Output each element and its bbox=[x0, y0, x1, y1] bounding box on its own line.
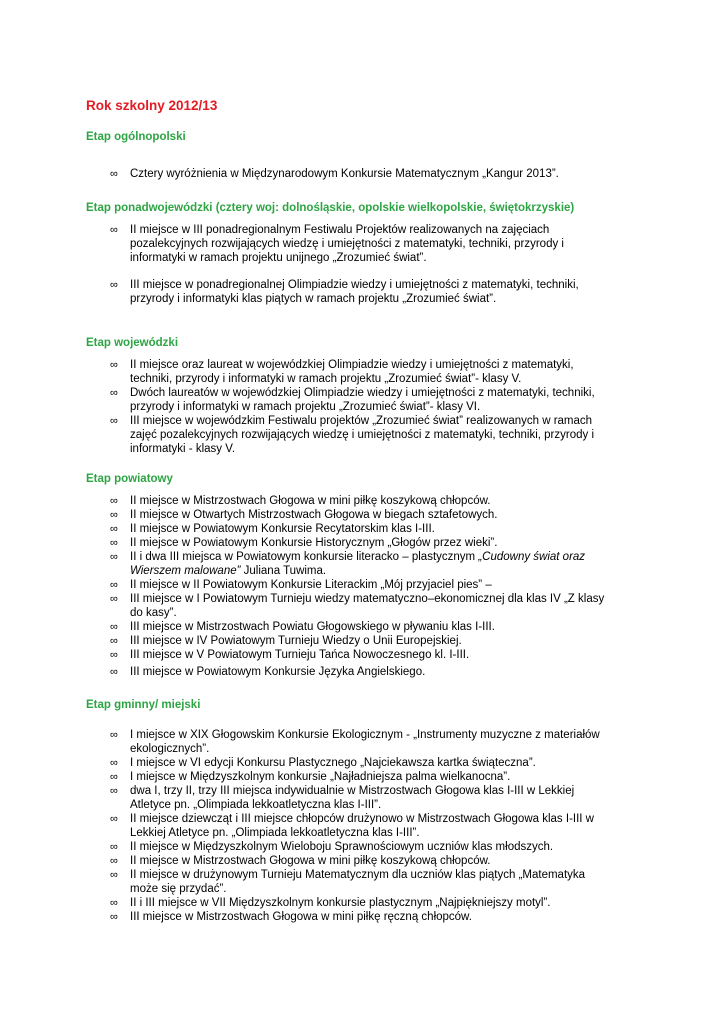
section-heading-gminny: Etap gminny/ miejski bbox=[86, 699, 201, 711]
bullet-icon: ∞ bbox=[110, 649, 118, 661]
bullet-icon: ∞ bbox=[110, 509, 118, 521]
bullet-icon: ∞ bbox=[110, 621, 118, 633]
list-item: ∞ II miejsce oraz laureat w wojewódzkiej Olimpiadzie wiedzy i umiejętności z matematyki, techniki, przyrody i informatyki w ramach projektu „Zrozumieć świat”- klasy V. bbox=[110, 359, 574, 385]
list-item: ∞ II miejsce w Powiatowym Konkursie Historycznym „Głogów przez wieki”. bbox=[110, 537, 498, 549]
list-item: ∞ I miejsce w XIX Głogowskim Konkursie Ekologicznym - „Instrumenty muzyczne z materiałów ekologicznych”. bbox=[110, 729, 600, 755]
bullet-icon: ∞ bbox=[110, 813, 118, 825]
list-wojewodzki bbox=[0, 358, 610, 456]
bullet-icon: ∞ bbox=[110, 785, 118, 797]
bullet-icon: ∞ bbox=[110, 495, 118, 507]
section-heading-powiatowy: Etap powiatowy bbox=[86, 473, 173, 485]
bullet-icon: ∞ bbox=[110, 911, 118, 923]
section-heading-ogolnopolski: Etap ogólnopolski bbox=[86, 131, 186, 143]
list-item: ∞ III miejsce w Mistrzostwach Powiatu Głogowskiego w pływaniu klas I-III. bbox=[110, 621, 495, 633]
bullet-icon: ∞ bbox=[110, 841, 118, 853]
list-item: ∞ II miejsce w III ponadregionalnym Festiwalu Projektów realizowanych na zajęciach pozalekcyjnych rozwijających wiedzę i umiejętności z matematyki, techniki, przyrody i informatyki w ramach projektu unijnego „Zrozumieć świat”. bbox=[110, 224, 564, 264]
bullet-icon: ∞ bbox=[110, 387, 118, 399]
bullet-icon: ∞ bbox=[110, 855, 118, 867]
bullet-icon: ∞ bbox=[110, 579, 118, 591]
list-item: ∞ Dwóch laureatów w wojewódzkiej Olimpiadzie wiedzy i umiejętności z matematyki, techniki, przyrody i informatyki w ramach projektu „Zrozumieć świat”- klasy VI. bbox=[110, 387, 595, 413]
list-item: ∞ II miejsce dziewcząt i III miejsce chłopców drużynowo w Mistrzostwach Głogowa klas I-III w Lekkiej Atletyce pn. „Olimpiada lekkoatletyczna klas I-III”. bbox=[110, 813, 594, 839]
list-item: ∞ II miejsce w Powiatowym Konkursie Recytatorskim klas I-III. bbox=[110, 523, 435, 535]
list-item: ∞ III miejsce w Powiatowym Konkursie Języka Angielskiego. bbox=[110, 666, 426, 678]
list-item: ∞ III miejsce w V Powiatowym Turnieju Tańca Nowoczesnego kl. I-III. bbox=[110, 649, 470, 661]
list-item: ∞ I miejsce w VI edycji Konkursu Plastycznego „Najciekawsza kartka świąteczna”. bbox=[110, 757, 536, 769]
bullet-icon: ∞ bbox=[110, 897, 118, 909]
list-item: ∞ III miejsce w wojewódzkim Festiwalu projektów „Zrozumieć świat” realizowanych w ramach zajęć pozalekcyjnych rozwijających wiedzę i umiejętności z matematyki, techniki, przyrody i informatyki - klasy V. bbox=[110, 415, 595, 455]
list-item: ∞ II miejsce w Mistrzostwach Głogowa w mini piłkę koszykową chłopców. bbox=[110, 855, 491, 867]
bullet-icon: ∞ bbox=[110, 537, 118, 549]
bullet-icon: ∞ bbox=[110, 729, 118, 741]
section-heading-ponadwojewodzki: Etap ponadwojewódzki (cztery woj: dolnośląskie, opolskie wielkopolskie, świętokrzyskie) bbox=[86, 202, 575, 214]
list-item: ∞ II i III miejsce w VII Międzyszkolnym konkursie plastycznym „Najpiękniejszy motyl”. bbox=[110, 897, 551, 909]
bullet-icon: ∞ bbox=[110, 869, 118, 881]
list-gminny bbox=[0, 728, 610, 924]
list-item: ∞ II i dwa III miejsca w Powiatowym konkursie literacko – plastycznym „Cudowny świat oraz Wierszem malowane” Juliana Tuwima. bbox=[110, 551, 586, 577]
list-item: ∞ II miejsce w drużynowym Turnieju Matematycznym dla uczniów klas piątych „Matematyka może się przydać”. bbox=[110, 869, 586, 895]
bullet-icon: ∞ bbox=[110, 359, 118, 371]
list-item: ∞ III miejsce w ponadregionalnej Olimpiadzie wiedzy i umiejętności z matematyki, techniki, przyrody i informatyki klas piątych w ramach projektu „Zrozumieć świat”. bbox=[110, 279, 579, 305]
list-ponadwojewodzki bbox=[0, 223, 610, 306]
list-item: ∞ II miejsce w II Powiatowym Konkursie Literackim „Mój przyjaciel pies” – bbox=[110, 579, 492, 591]
bullet-icon: ∞ bbox=[110, 593, 118, 605]
list-item: ∞ II miejsce w Międzyszkolnym Wieloboju Sprawnościowym uczniów klas młodszych. bbox=[110, 841, 554, 853]
list-item: ∞ III miejsce w IV Powiatowym Turnieju Wiedzy o Unii Europejskiej. bbox=[110, 635, 462, 647]
bullet-icon: ∞ bbox=[110, 279, 118, 291]
bullet-icon: ∞ bbox=[110, 523, 118, 535]
list-item: ∞ III miejsce w I Powiatowym Turnieju wiedzy matematyczno–ekonomicznej dla klas IV „Z klasy do kasy”. bbox=[110, 593, 605, 619]
bullet-icon: ∞ bbox=[110, 551, 118, 563]
list-item: ∞ II miejsce w Mistrzostwach Głogowa w mini piłkę koszykową chłopców. bbox=[110, 495, 491, 507]
list-item: ∞ dwa I, trzy II, trzy III miejsca indywidualnie w Mistrzostwach Głogowa klas I-III w Lekkiej Atletyce pn. „Olimpiada lekkoatletyczna klas I-III”. bbox=[110, 785, 575, 811]
bullet-icon: ∞ bbox=[110, 415, 118, 427]
bullet-icon: ∞ bbox=[110, 635, 118, 647]
bullet-icon: ∞ bbox=[110, 666, 118, 678]
list-item: ∞ I miejsce w Międzyszkolnym konkursie „Najładniejsza palma wielkanocna”. bbox=[110, 771, 511, 783]
bullet-icon: ∞ bbox=[110, 168, 118, 180]
list-item: ∞ Cztery wyróżnienia w Międzynarodowym Konkursie Matematycznym „Kangur 2013”. bbox=[110, 168, 559, 180]
bullet-icon: ∞ bbox=[110, 757, 118, 769]
list-ogolnopolski bbox=[0, 167, 610, 181]
document-title: Rok szkolny 2012/13 bbox=[86, 98, 218, 113]
bullet-icon: ∞ bbox=[110, 224, 118, 236]
bullet-icon: ∞ bbox=[110, 771, 118, 783]
list-item: ∞ II miejsce w Otwartych Mistrzostwach Głogowa w biegach sztafetowych. bbox=[110, 509, 498, 521]
list-item: ∞ III miejsce w Mistrzostwach Głogowa w mini piłkę ręczną chłopców. bbox=[110, 911, 472, 923]
list-powiatowy bbox=[0, 494, 610, 679]
section-heading-wojewodzki: Etap wojewódzki bbox=[86, 337, 179, 349]
